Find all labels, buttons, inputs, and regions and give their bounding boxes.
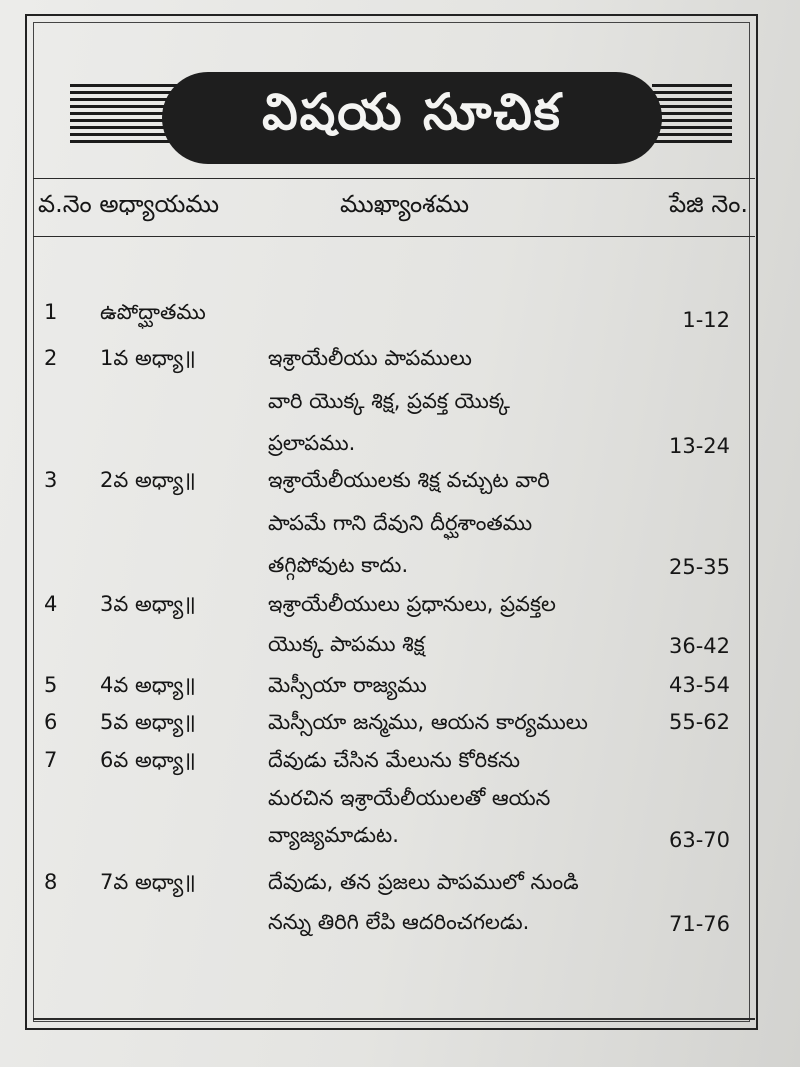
title-pill: [162, 72, 662, 164]
row-number: 2: [44, 346, 58, 370]
row-number: 6: [44, 710, 58, 734]
row-chapter: 6వ అధ్యా॥: [100, 748, 196, 772]
row-topic-line: వారి యొక్క శిక్ష, ప్రవక్త యొక్క: [268, 389, 510, 413]
row-number: 3: [44, 468, 58, 492]
row-topic-line: పాపమే గాని దేవుని దీర్ఘశాంతము: [268, 511, 533, 535]
row-topic-line: దేవుడు, తన ప్రజలు పాపములో నుండి: [268, 870, 579, 894]
bottom-rule: [33, 1018, 755, 1020]
row-pages: 36-42: [668, 634, 730, 658]
row-topic-line: ఇశ్రాయేలీయులకు శిక్ష వచ్చుట వారి: [268, 468, 550, 492]
title-banner: [42, 72, 732, 162]
row-topic-line: తగ్గిపోవుట కాదు.: [268, 553, 409, 577]
row-number: 1: [44, 300, 58, 324]
row-number: 7: [44, 748, 58, 772]
row-pages: 1-12: [682, 308, 730, 332]
header-topic: ముఖ్యాంశము: [340, 190, 470, 218]
row-pages: 13-24: [668, 434, 730, 458]
row-number: 8: [44, 870, 58, 894]
row-topic-line: మెస్సీయా జన్మము, ఆయన కార్యములు: [268, 710, 588, 734]
row-topic-line: వ్యాజ్యమాడుట.: [268, 823, 399, 847]
header-bottom-rule: [33, 236, 755, 237]
header-page: పేజి నెం.: [669, 190, 748, 218]
right-stripes: [652, 84, 732, 144]
row-chapter: 5వ అధ్యా॥: [100, 710, 196, 734]
row-pages: 63-70: [668, 828, 730, 852]
row-topic-line: నన్ను తిరిగి లేపి ఆదరించగలడు.: [268, 910, 530, 934]
row-topic-line: ఇశ్రాయేలీయులు ప్రధానులు, ప్రవక్తల: [268, 592, 556, 616]
row-topic-line: యొక్క పాపము శిక్ష: [268, 632, 425, 656]
row-pages: 55-62: [668, 710, 730, 734]
page-title: విషయ సూచిక: [262, 82, 562, 141]
row-topic-line: మెస్సీయా రాజ్యము: [268, 673, 427, 697]
row-chapter: 4వ అధ్యా॥: [100, 673, 196, 697]
row-pages: 25-35: [668, 555, 730, 579]
row-chapter: 3వ అధ్యా॥: [100, 592, 196, 616]
row-chapter: 1వ అధ్యా॥: [100, 346, 196, 370]
row-topic-line: మరచిన ఇశ్రాయేలీయులతో ఆయన: [268, 786, 551, 810]
row-number: 4: [44, 592, 58, 616]
row-topic-line: దేవుడు చేసిన మేలును కోరికను: [268, 748, 521, 772]
header-number-chapter: వ.నెం అధ్యాయము: [38, 190, 220, 218]
row-chapter: ఉపోద్ఘాతము: [100, 300, 206, 324]
row-number: 5: [44, 673, 58, 697]
row-topic-line: ప్రలాపము.: [268, 431, 356, 455]
row-chapter: 7వ అధ్యా॥: [100, 870, 196, 894]
row-chapter: 2వ అధ్యా॥: [100, 468, 196, 492]
row-pages: 71-76: [668, 912, 730, 936]
header-top-rule: [33, 178, 755, 179]
row-topic-line: ఇశ్రాయేలీయు పాపములు: [268, 346, 472, 370]
row-pages: 43-54: [668, 673, 730, 697]
